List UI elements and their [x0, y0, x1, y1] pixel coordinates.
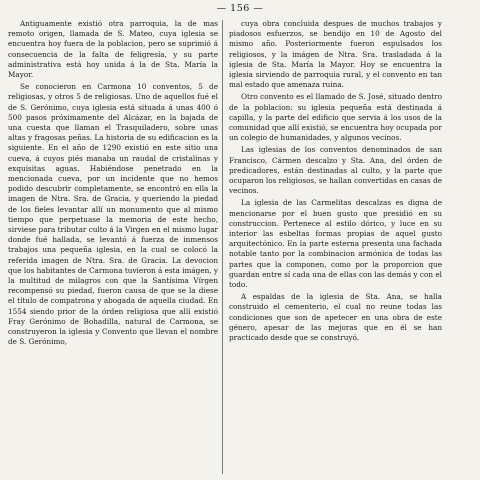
paragraph: La iglesia de las Carmelitas descalzas es digna de mencionarse por el buen gusto que presidió en su construccion. Pertenece al estilo dórico, y luce en su interior las esbeltas formas propias de aquel gusto arquitectónico. En la parte esterna presenta una fachada notable tanto por la combinacion armónica de todas las partes que la componen, como por la proporcion que guardan entre sí cada una de ellas con las demás y con el todo. [229, 198, 442, 290]
column-divider [222, 20, 223, 474]
paragraph: Las iglesias de los conventos denominados de san Francisco, Cármen descalzo y Sta. Ana, del órden de predicadores, están destinadas al culto, y la parte que ocuparon los religiosos, se hallan convertidas en casas de vecinos. [229, 145, 442, 196]
paragraph: Se conocieron en Carmona 10 conventos, 5 de religiosas, y otros 5 de religiosas. Uno de aquellos fué el de S. Gerónimo, cuya iglesia está situada á unas 400 ó 500 pasos próximamente del Alcázar, en la bajada de una cuesta que llaman el Trasquiladero, sobre unas altas y fragosas peñas. La historia de su edificacion es la siguiente. En el año de 1290 existió en este sitio una cueva, á cuyos piés manaba un raudal de cristalinas y exquisitas aguas. Habiéndose penetrado en la mencionada cueva, por un incidente que no hemos podido descubrir completamente, se encontró en ella la imagen de Ntra. Sra. de Gracia, y queriendo la piedad de los fieles levantar allí un monumento que al mismo tiempo que perpetuase la memoria de este hecho, sirviese para tributar culto á la Virgen en el mismo lugar donde fué hallada, se levantó á fuerza de inmensos trabajos una pequeña iglesia, en la cual se colocó la referida imagen de Ntra. Sra. de Gracia. La devocion que los habitantes de Carmona tuvieron á esta imágen, y la multitud de milagros con que la Santísima Vírgen recompensó su piedad, fueron causa de que se la diese el título de compatrona y abogada de aquella ciudad. En 1554 siendo prior de la órden religiosa que allí existió Fray Gerónimo de Bohadilla, natural de Carmona, se construyeron la iglesia y Convento que llevan el nombre de S. Gerónimo, [8, 82, 218, 347]
paragraph: A espaldas de la iglesia de Sta. Ana, se halla construido el cementerio, el cual no reune todas las condiciones que son de apetecer en una obra de este género, apesar de las mejoras que en él se han practicado desde que se construyó. [229, 292, 442, 343]
left-text-column [8, 19, 218, 350]
page-number: — 156 — [216, 3, 264, 14]
paragraph: Antiguamente existió otra parroquia, la de mas remoto origen, llamada de S. Mateo, cuya iglesia se encuentra hoy fuera de la poblacion, pero se suprimió á consecuencia de la falta de feligresía, y su parte administrativa está hoy unida á la de Sta. María la Mayor. [8, 19, 218, 80]
right-text-column [229, 19, 442, 345]
paragraph: cuya obra concluida despues de muchos trabajos y piadosos esfuerzos, se bendijo en 10 de Agosto del mismo año. Posteriormente fueron espulsados los religiosos, y la imágen de Ntra. Sra. trasladada á la iglesia de Sta. María la Mayor. Hoy se encuentra la iglesia sirviendo de parroquia rural, y el convento en tan mal estado que amenaza ruina. [229, 19, 442, 90]
paragraph: Otro convento es el llamado de S. José, situado dentro de la poblacion: su iglesia pequeña está destinada á capilla, y la parte del edificio que servia á los usos de la comunidad que allí existió, se encuentra hoy ocupada por un colegio de humanidades, y algunos vecinos. [229, 92, 442, 143]
